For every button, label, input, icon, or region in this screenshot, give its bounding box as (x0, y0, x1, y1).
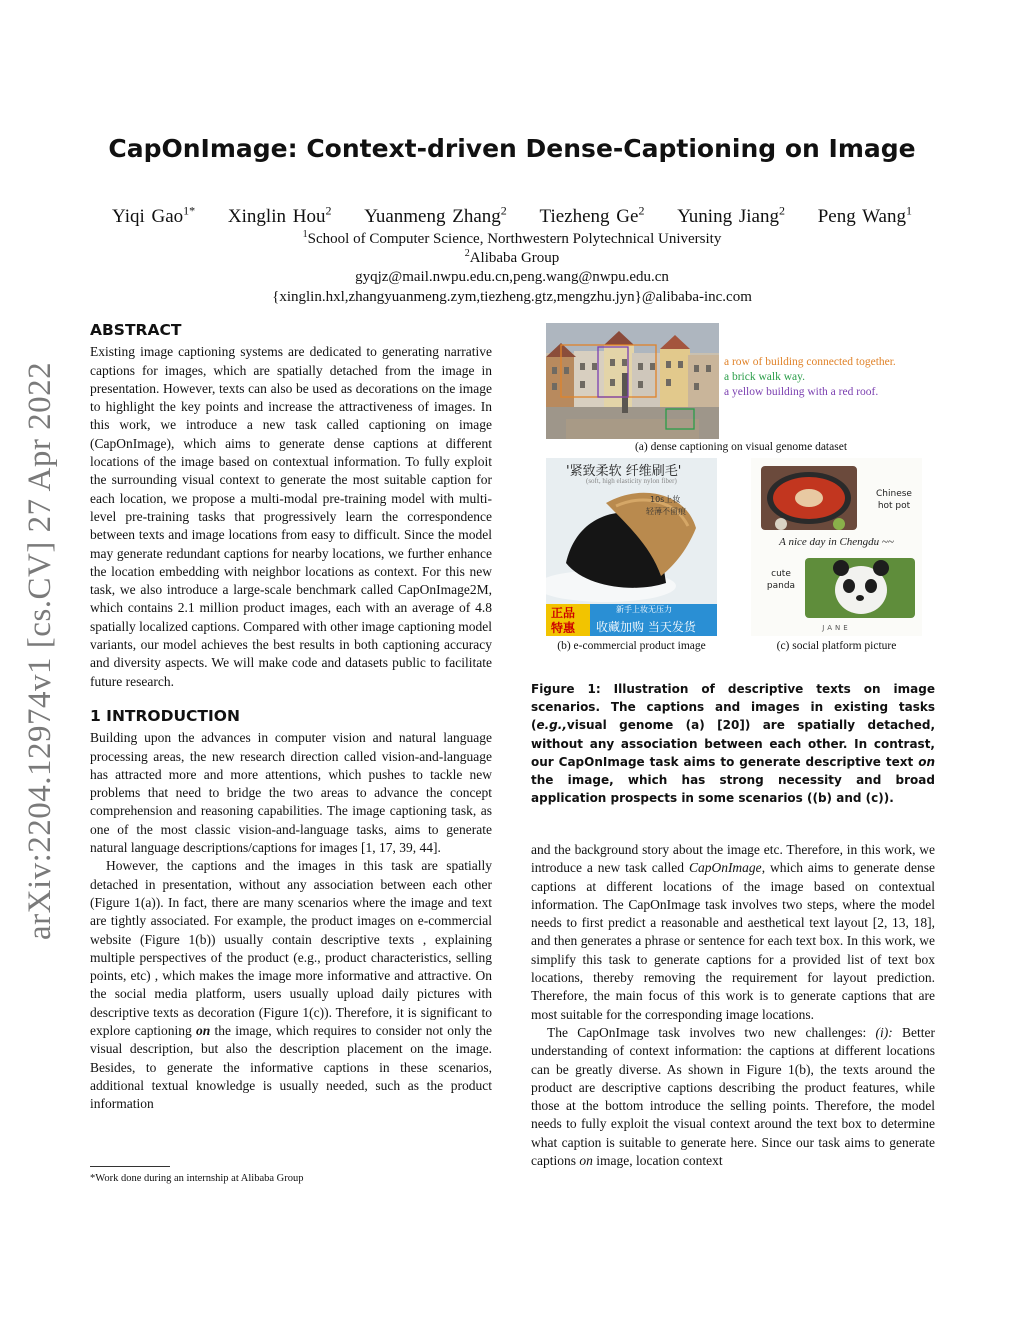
paper-title: CapOnImage: Context-driven Dense-Captioning on Image (108, 134, 916, 163)
figure-c-label: (c) social platform picture (776, 640, 897, 652)
email-line-1: gyqjz@mail.nwpu.edu.cn,peng.wang@nwpu.edu.cn (355, 269, 669, 285)
social-panda-text: cute panda (766, 569, 796, 591)
email-line-2: {xinglin.hxl,zhangyuanmeng.zym,tiezheng.gtz,mengzhu.jyn}@alibaba-inc.com (272, 289, 752, 305)
product-badge-line-1: 正品 (551, 606, 576, 620)
social-brand-text: JANE (822, 624, 851, 632)
dense-caption-2: a brick walk way. (724, 371, 805, 383)
figure-caption: Figure 1: Illustration of descriptive texts on image scenarios. The captions and images in existing tasks (e.g.,visual genome (a) [20]) are spatially detached, without any association between each other. In contrast, our CapOnImage task aims to generate descriptive text on the image, which has strong necessity and broad application prospects in some scenarios ((b) and (c)). (531, 682, 935, 806)
figure-a-label: (a) dense captioning on visual genome dataset (634, 441, 848, 453)
intro-heading: 1 INTRODUCTION (90, 706, 240, 725)
footnote: *Work done during an internship at Alibaba Group (90, 1173, 304, 1184)
figure-b-image (546, 458, 717, 636)
intro-paragraph-1: Building upon the advances in computer vision and natural language processing areas, the new research direction called vision-and-language has attracted more and more attentions, which pushes to tackle new problems that need to bridge the two areas to advance the concept comprehension and reasoning capabilities. The image captioning task, as one of the most classic vision-and-language tasks, aims to generate natural language descriptions/captions for images [1, 17, 39, 44]. (90, 730, 492, 856)
author: Peng Wang$^1$ (817, 204, 912, 228)
author: Yiqi Gao$^{1*}$ (112, 204, 196, 228)
abstract-text: Existing image captioning systems are dedicated to generating narrative captions for images, which are spatially detached from the image in presentation. However, texts can also be used as decorations on the image to highlight the key points and increase the attractiveness of images. In this work, we introduce a new task called captioning on image (CapOnImage), which aims to generate dense captions at different locations of the image based on contextual information. To fully exploit the surrounding visual context to generate the most suitable caption for each location, we propose a multi-modal pre-training model with multi-level pre-training tasks that progressively learn the correspondence between texts and image locations from easy to difficult. Since the model may generate redundant captions for nearby locations, we further enhance the location embedding with neighbor locations as context. For this new task, we also introduce a large-scale benchmark called CapOnImage2M, which contains 2.1 million product images, each with an average of 4.8 spatially localized captions. Compared with other image captioning model variants, our model achieves the best results in both captioning accuracy and diversity aspects. We will make code and datasets public to facilitate future research. (90, 344, 492, 689)
right-paragraph-2: The CapOnImage task involves two new challenges: (i): Better understanding of context information: the captions at different locations can be greatly diverse. As shown in Figure 1(b), the texts around the product are descriptive captions describing the product features, while those at the bottom introduce the selling points. Therefore, the model needs to fully exploit the visual context around the text box to determine what caption is suitable to generate here. Since our task aims to generate captions on image, location context (531, 1024, 935, 1169)
intro-paragraph-2: However, the captions and the images in this task are spatially detached in presentation, without any association between each other (Figure 1(a)). In fact, there are many scenarios where the image and text are tightly associated. For example, the product images on e-commercial website (Figure 1(b)) usually contain descriptive texts , explaining multiple perspectives of the product (e.g., product characteristics, selling points, etc) , which makes the image more informative and attractive. On the social media platform, users usually upload daily pictures with descriptive texts as decoration (Figure 1(c)). Therefore, it is significant to explore captioning on the image, which requires to consider not only the visual description, but also the description placement on the image. Besides, to generate the informative captions in these scenarios, additional textual knowledge is usually needed, such as the product information (90, 858, 493, 1112)
product-main-text: '紧致柔软 纤维刷毛' (566, 464, 682, 479)
right-paragraph-1: and the background story about the image etc. Therefore, in this work, we introduce a new task called CapOnImage, which aims to generate dense captions at different locations of the image based on contextual information. The CapOnImage task involves two steps, where the model needs to first predict a reasonable and aesthetical text layout [2, 13, 18], and then generates a phrase or sentence for each text box. In this work, we simplify this task to generate captions for a provided list of text box locations, thereby removing the requirement for layout prediction. Therefore, the main focus of this work is to generate captions that are most suitable for the corresponding image locations. (531, 842, 935, 1022)
author: Yuning Jiang$^2$ (677, 204, 785, 228)
product-bottom-note: 新手上妆无压力 (616, 605, 672, 614)
product-bottom-banner: 收藏加购 当天发货 (596, 620, 696, 634)
social-hotpot-text: Chinese hot pot (876, 489, 912, 511)
dense-caption-3: a yellow building with a red roof. (724, 386, 879, 398)
author: Tiezheng Ge$^2$ (539, 204, 645, 228)
affiliation-1: $^1$School of Computer Science, Northwestern Polytechnical University (302, 229, 722, 247)
left-column (90, 321, 492, 1113)
right-column (531, 841, 935, 1170)
author: Xinglin Hou$^2$ (227, 204, 332, 228)
product-tag-1: 10s上妆 (650, 495, 681, 504)
social-day-text: A nice day in Chengdu ~~ (779, 536, 894, 548)
author-list (0, 204, 1024, 228)
figure-c-image (751, 458, 922, 636)
affiliation-2: $^2$Alibaba Group (464, 248, 560, 266)
product-badge-line-2: 特惠 (551, 621, 576, 635)
abstract-heading: ABSTRACT (90, 321, 182, 339)
product-tag-2: 轻薄不留痕 (646, 507, 686, 516)
arxiv-identifier: arXiv:2204.12974v1 [cs.CV] 27 Apr 2022 (22, 361, 58, 940)
figure-a-image (546, 323, 719, 439)
author: Yuanmeng Zhang$^2$ (364, 204, 507, 228)
footnote-rule (90, 1166, 170, 1167)
product-sub-text: (soft, high elasticity nylon fiber) (586, 477, 677, 485)
dense-caption-1: a row of building connected together. (724, 356, 896, 368)
figure-b-label: (b) e-commercial product image (557, 640, 706, 652)
